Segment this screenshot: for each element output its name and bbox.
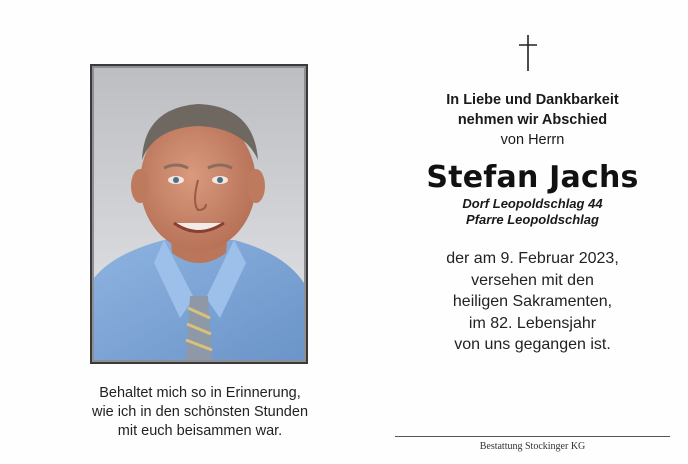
details-line: heiligen Sakramenten, [452,293,613,310]
portrait-photo [94,68,304,360]
deceased-address [395,196,670,228]
footer-divider [395,436,670,437]
details-line: der am 9. Februar 2023, [446,250,619,267]
address-line: Dorf Leopoldschlag 44 [462,196,603,211]
memory-line: Behaltet mich so in Erinnerung, [99,385,301,401]
details-line: im 82. Lebensjahr [468,314,597,332]
intro-line: von Herrn [500,132,565,148]
memory-quote [60,384,340,441]
memory-line: mit euch beisammen war. [117,423,283,439]
latin-cross-icon [515,34,541,72]
details-line: von uns gegangen ist. [454,336,611,353]
address-line: Pfarre Leopoldschlag [466,212,599,227]
memory-line: wie ich in den schönsten Stunden [91,404,309,420]
funeral-home-name: Bestattung Stockinger KG [479,441,586,452]
details-line: versehen mit den [471,271,594,289]
portrait-frame [90,64,308,364]
intro-line: In Liebe und Dankbarkeit [446,92,619,108]
intro-line: nehmen wir Abschied [457,112,608,128]
farewell-intro [395,90,670,150]
deceased-name: Stefan Jachs [426,160,639,195]
death-details [395,248,670,356]
